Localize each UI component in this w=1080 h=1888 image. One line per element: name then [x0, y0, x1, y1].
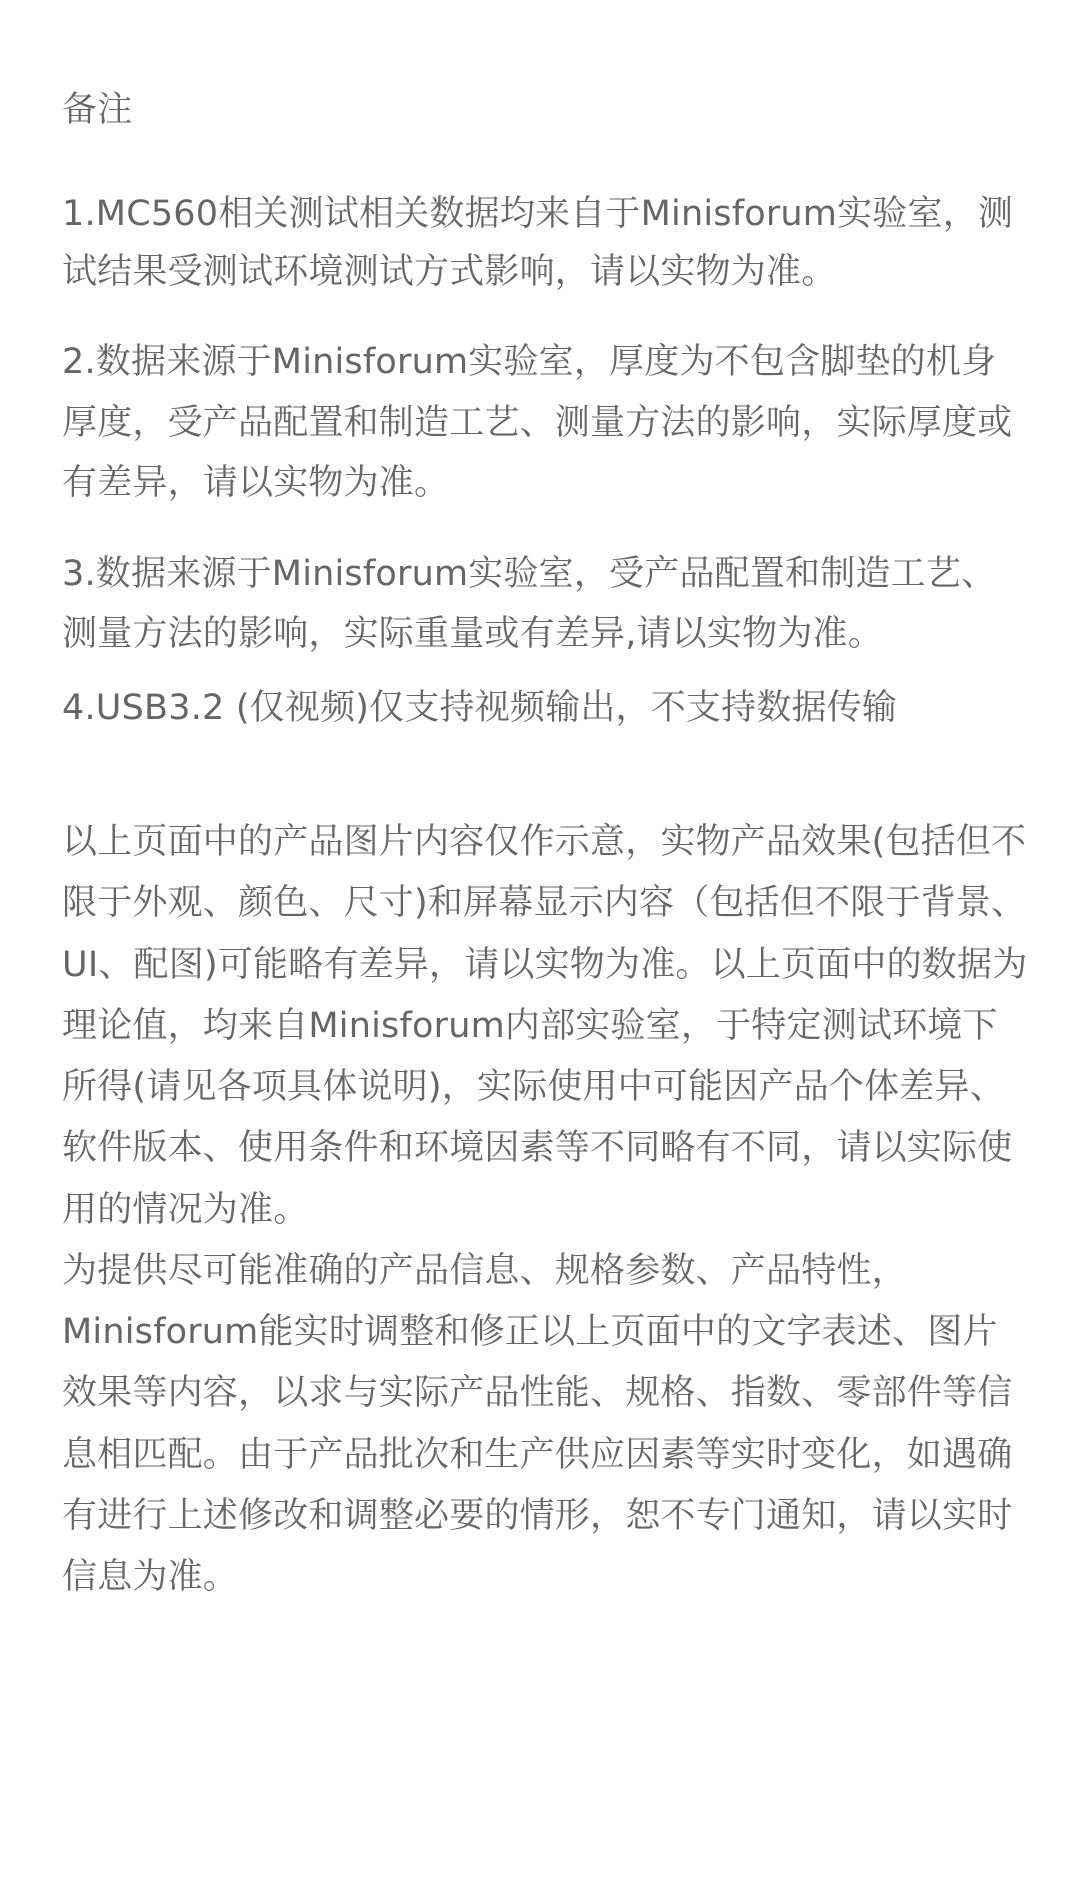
note-1-line-2: 试结果受测试环境测试方式影响，请以实物为准。 — [62, 252, 837, 292]
disclaimer-line-10: 效果等内容，以求与实际产品性能、规格、指数、零部件等信 — [62, 1373, 1013, 1413]
disclaimer-line-3: UI、配图)可能略有差异，请以实物为准。以上页面中的数据为 — [62, 945, 1028, 985]
disclaimer-line-8: 为提供尽可能准确的产品信息、规格参数、产品特性， — [62, 1251, 907, 1291]
disclaimer-line-13: 信息为准。 — [62, 1557, 239, 1597]
note-1-line-1: 1.MC560相关测试相关数据均来自于Minisforum实验室，测 — [62, 194, 1014, 234]
note-3-line-2: 测量方法的影响，实际重量或有差异,请以实物为准。 — [62, 614, 883, 654]
disclaimer-line-4: 理论值，均来自Minisforum内部实验室，于特定测试环境下 — [62, 1006, 998, 1046]
note-2-line-3: 有差异，请以实物为准。 — [62, 463, 450, 503]
disclaimer-line-1: 以上页面中的产品图片内容仅作示意，实物产品效果(包括但不 — [62, 822, 1027, 862]
notes-heading: 备注 — [62, 90, 133, 130]
disclaimer-line-7: 用的情况为准。 — [62, 1190, 309, 1230]
disclaimer-line-6: 软件版本、使用条件和环境因素等不同略有不同，请以实际使 — [62, 1128, 1013, 1168]
note-2-line-1: 2.数据来源于Minisforum实验室，厚度为不包含脚垫的机身 — [62, 342, 997, 382]
disclaimer-line-9: Minisforum能实时调整和修正以上页面中的文字表述、图片 — [62, 1312, 998, 1352]
disclaimer-line-11: 息相匹配。由于产品批次和生产供应因素等实时变化，如遇确 — [62, 1435, 1013, 1475]
note-3-line-1: 3.数据来源于Minisforum实验室，受产品配置和制造工艺、 — [62, 554, 997, 594]
note-4-line-1: 4.USB3.2 (仅视频)仅支持视频输出，不支持数据传输 — [62, 688, 898, 728]
disclaimer-line-2: 限于外观、颜色、尺寸)和屏幕显示内容（包括但不限于背景、 — [62, 883, 1027, 923]
disclaimer-line-12: 有进行上述修改和调整必要的情形，恕不专门通知，请以实时 — [62, 1496, 1013, 1536]
note-2-line-2: 厚度，受产品配置和制造工艺、测量方法的影响，实际厚度或 — [62, 403, 1013, 443]
disclaimer-line-5: 所得(请见各项具体说明)，实际使用中可能因产品个体差异、 — [62, 1067, 1005, 1107]
